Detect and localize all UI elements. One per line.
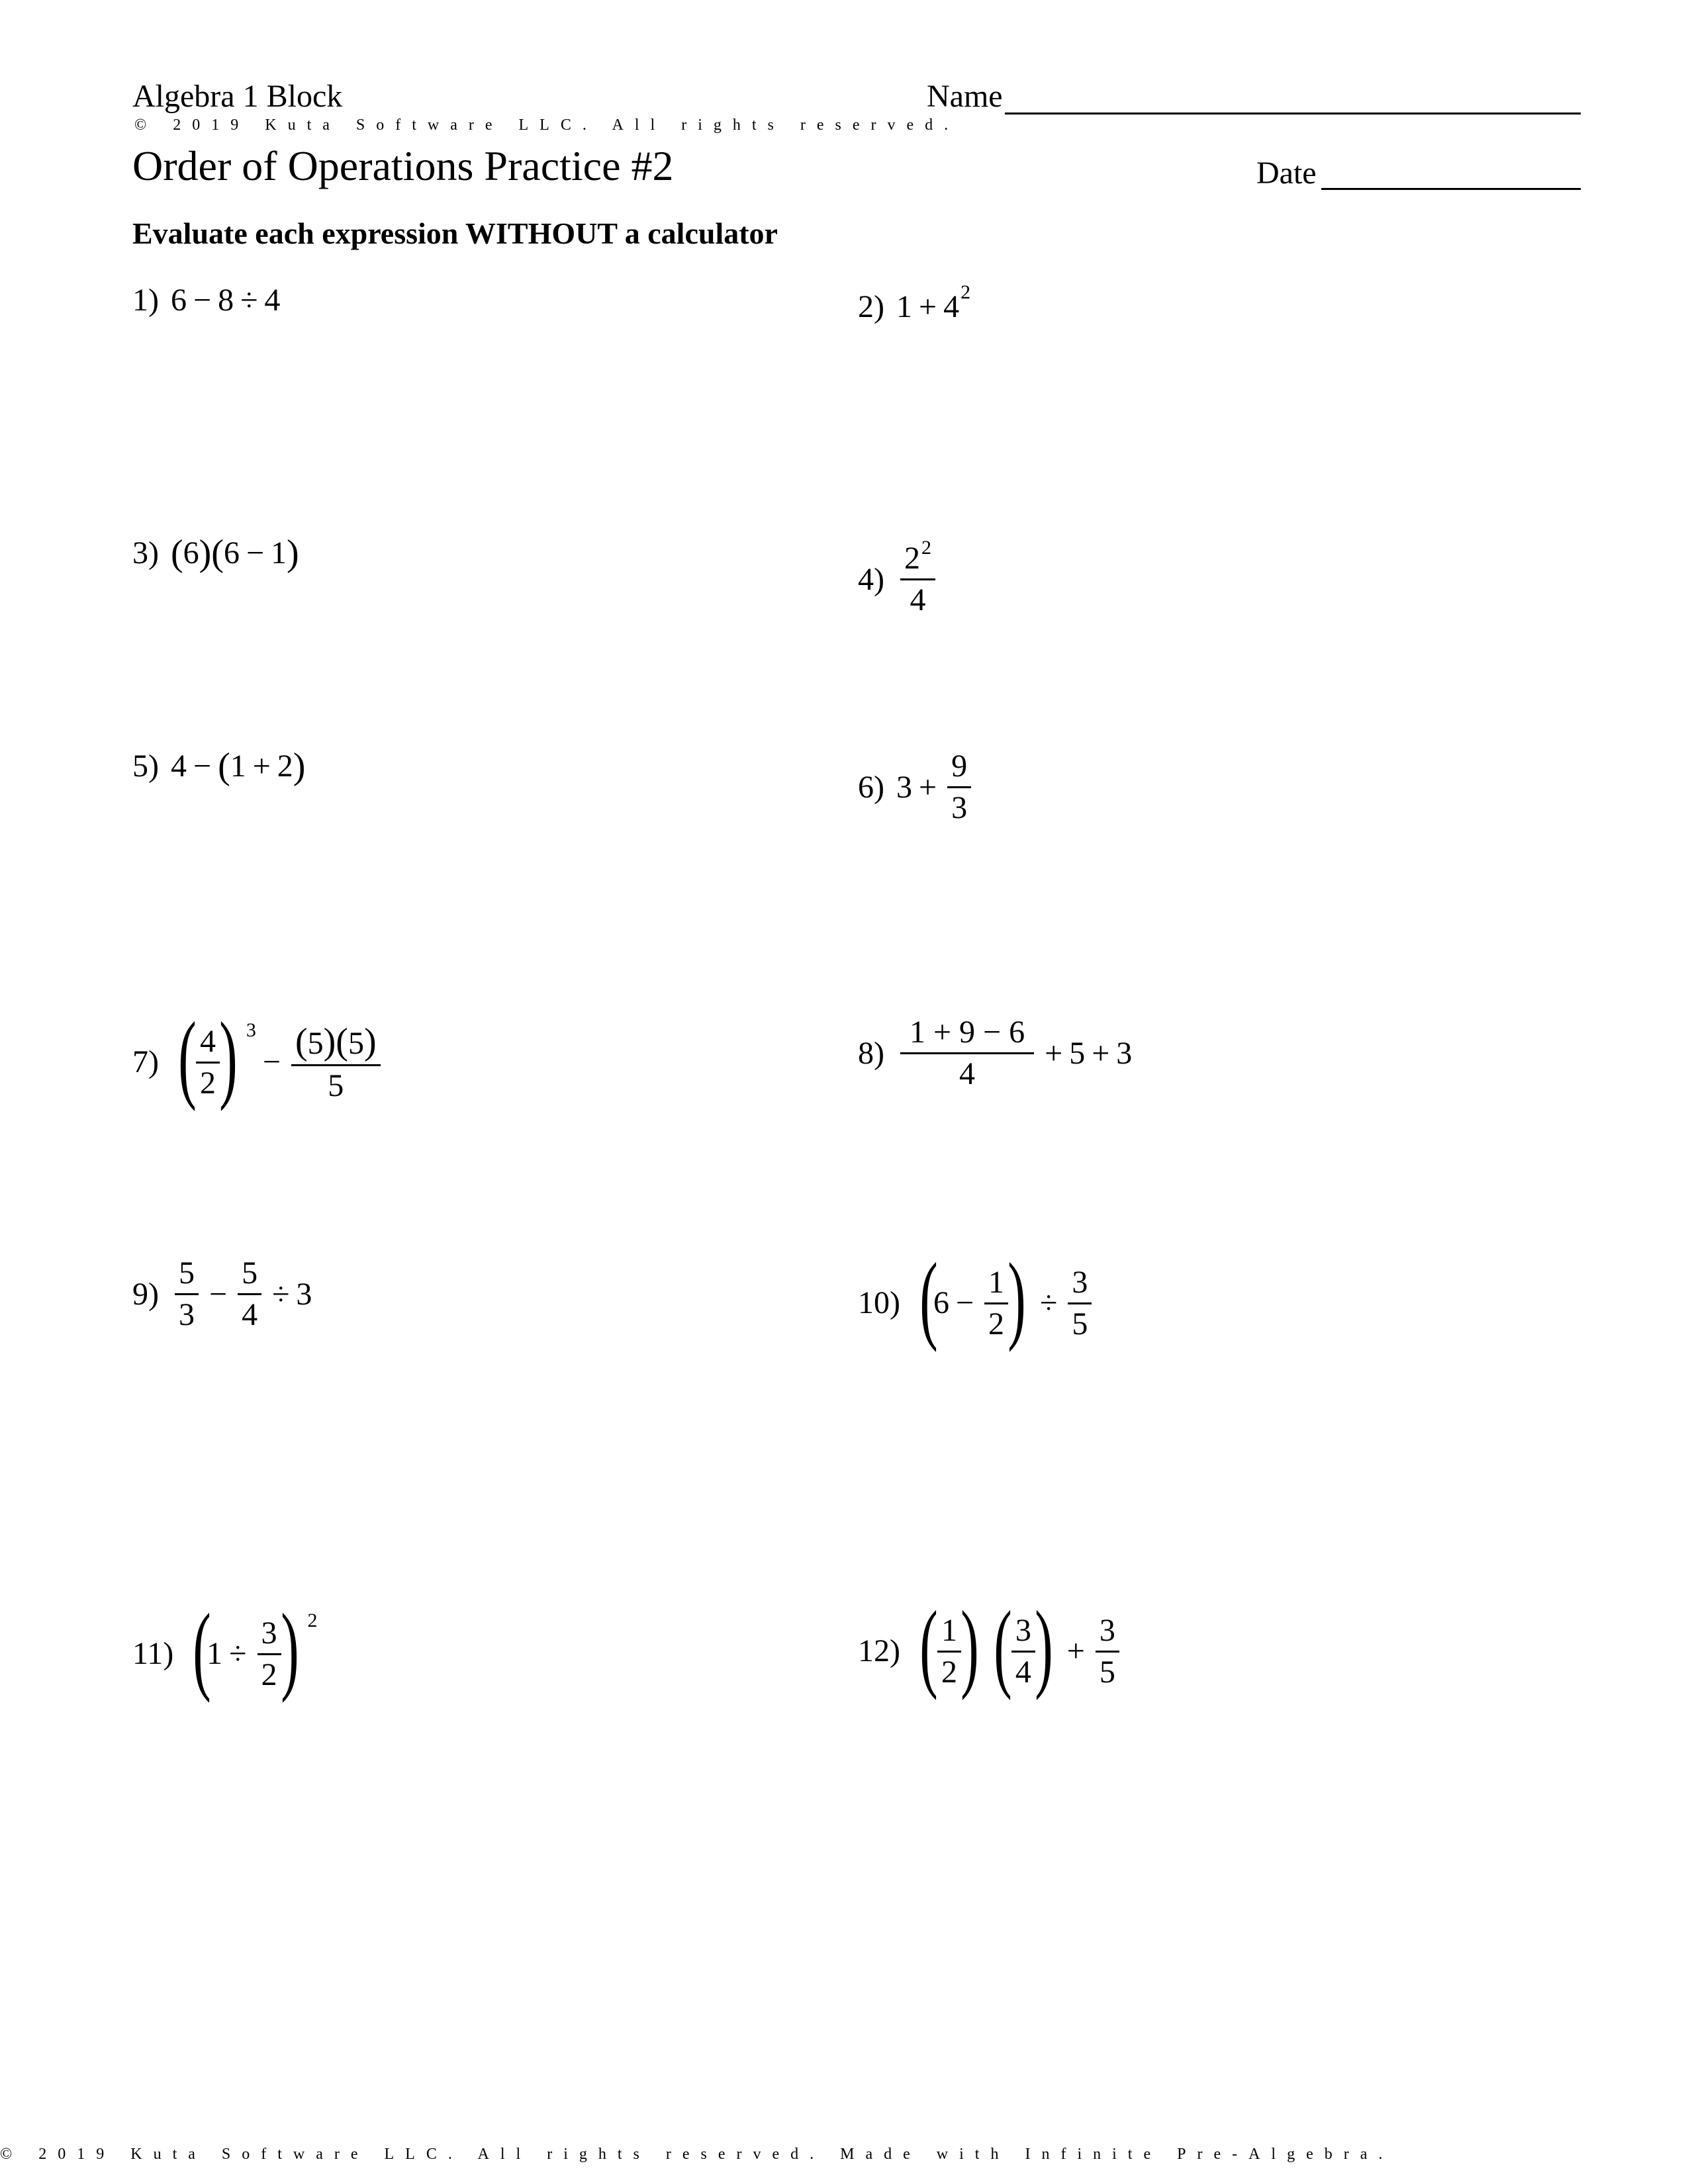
operator: +	[918, 769, 937, 805]
operand: 3	[296, 1276, 312, 1312]
denominator: 2	[941, 1654, 957, 1690]
problem-10	[858, 1243, 1096, 1353]
right-paren-icon: )	[293, 746, 306, 787]
operator: −	[262, 1044, 281, 1079]
numerator: 5	[238, 1257, 261, 1295]
operand: 8	[218, 283, 234, 318]
fraction	[1096, 1612, 1119, 1690]
problem-2	[858, 281, 971, 324]
date-field-line[interactable]	[1321, 188, 1581, 190]
operator: −	[955, 1285, 974, 1320]
operand: 3	[896, 769, 912, 805]
base: 2	[904, 541, 920, 576]
right-paren-icon: )	[1035, 1591, 1053, 1701]
footer-copyright: © 2019 Kuta Software LLC. All rights reserved. Made with Infinite Pre-Algebra.	[0, 2146, 1394, 2163]
fraction	[947, 751, 971, 824]
denominator: 2	[988, 1306, 1005, 1342]
left-paren-icon: (	[919, 1591, 938, 1701]
problem-number: 2)	[858, 289, 884, 324]
operand: 6	[183, 535, 199, 570]
problem-3	[132, 535, 299, 572]
numerator: 3	[1096, 1615, 1119, 1653]
numerator	[291, 1023, 381, 1066]
fraction	[291, 1023, 381, 1102]
left-paren-icon: (	[211, 533, 224, 574]
fraction	[900, 1017, 1034, 1090]
operator: −	[193, 283, 212, 318]
operand: 1	[230, 749, 246, 784]
operand: 6	[933, 1285, 949, 1320]
name-field-line[interactable]	[1005, 113, 1581, 114]
right-paren-icon: )	[287, 533, 299, 574]
problem-number: 10)	[858, 1285, 900, 1320]
fraction	[175, 1257, 199, 1331]
date-label: Date	[1256, 156, 1317, 191]
operand: 6	[170, 283, 187, 318]
exponent: 2	[307, 1610, 318, 1631]
fraction	[937, 1612, 961, 1690]
operand: 5	[1069, 1035, 1086, 1071]
left-paren-icon: (	[178, 1002, 197, 1112]
fraction	[258, 1617, 281, 1691]
denominator: 5	[328, 1068, 344, 1103]
copyright-notice: © 2019 Kuta Software LLC. All rights reserved.	[134, 116, 960, 134]
problem-number: 4)	[858, 561, 884, 597]
operand: 1	[207, 1636, 223, 1671]
fraction	[984, 1264, 1008, 1342]
problem-number: 3)	[132, 535, 159, 570]
operand: 6	[223, 535, 240, 570]
operator: +	[252, 749, 271, 784]
fraction	[1011, 1612, 1035, 1690]
problem-8	[858, 1017, 1132, 1090]
fraction	[900, 537, 935, 617]
problem-7	[132, 1002, 385, 1112]
operator: +	[918, 289, 937, 324]
problem-number: 8)	[858, 1035, 884, 1071]
denominator: 4	[959, 1056, 976, 1091]
left-paren-icon: (	[295, 1021, 308, 1062]
name-label: Name	[927, 79, 1003, 114]
operator: +	[1066, 1633, 1085, 1668]
problem-11	[132, 1594, 318, 1704]
operand: 4	[264, 283, 281, 318]
operator: ÷	[1039, 1285, 1058, 1320]
numerator: 1 + 9 − 6	[900, 1017, 1034, 1054]
operator: +	[1092, 1035, 1110, 1071]
operand: 4	[943, 289, 960, 324]
right-paren-icon: )	[219, 1002, 238, 1112]
numerator: 3	[1068, 1267, 1092, 1304]
numerator: 9	[947, 751, 971, 788]
exponent: 3	[246, 1019, 256, 1041]
denominator: 4	[1015, 1654, 1031, 1690]
numerator: 4	[196, 1026, 220, 1064]
operand: 1	[271, 535, 287, 570]
left-paren-icon: (	[218, 746, 230, 787]
operand: 2	[277, 749, 293, 784]
denominator: 2	[199, 1065, 216, 1101]
problem-1	[132, 285, 280, 316]
left-paren-icon: (	[193, 1594, 211, 1704]
problem-number: 5)	[132, 749, 159, 784]
denominator: 5	[1072, 1306, 1088, 1342]
left-paren-icon: (	[336, 1021, 348, 1062]
operator: −	[193, 749, 212, 784]
problem-number: 9)	[132, 1276, 159, 1312]
right-paren-icon: )	[323, 1021, 336, 1062]
right-paren-icon: )	[961, 1591, 979, 1701]
problem-9	[132, 1257, 312, 1331]
operand: 5	[307, 1025, 324, 1061]
problem-number: 6)	[858, 769, 884, 805]
right-paren-icon: )	[199, 533, 212, 574]
denominator: 3	[951, 790, 968, 825]
worksheet-title: Order of Operations Practice #2	[132, 142, 674, 189]
problem-number: 1)	[132, 283, 159, 318]
instructions: Evaluate each expression WITHOUT a calculator	[132, 216, 778, 250]
problem-6	[858, 751, 975, 824]
operator: +	[1045, 1035, 1063, 1071]
denominator: 3	[178, 1297, 195, 1332]
operator: −	[209, 1276, 228, 1312]
right-paren-icon: )	[280, 1594, 299, 1704]
right-paren-icon: )	[1008, 1243, 1026, 1353]
numerator	[900, 537, 935, 580]
operand: 5	[348, 1025, 364, 1061]
numerator: 1	[984, 1267, 1008, 1304]
operator: ÷	[240, 283, 258, 318]
numerator: 5	[175, 1257, 199, 1295]
denominator: 4	[910, 582, 926, 617]
right-paren-icon: )	[363, 1021, 377, 1062]
fraction	[196, 1023, 220, 1101]
problem-number: 11)	[132, 1636, 174, 1671]
fraction	[1068, 1264, 1092, 1342]
operand: 1	[896, 289, 912, 324]
fraction	[238, 1257, 261, 1331]
problem-number: 12)	[858, 1633, 900, 1668]
problem-number: 7)	[132, 1044, 159, 1079]
left-paren-icon: (	[994, 1591, 1012, 1701]
problem-5	[132, 748, 305, 785]
numerator: 3	[1011, 1615, 1035, 1653]
operator: ÷	[272, 1276, 290, 1312]
problem-4	[858, 537, 939, 617]
operand: 3	[1116, 1035, 1133, 1071]
operator: ÷	[229, 1636, 247, 1671]
operand: 4	[170, 749, 187, 784]
numerator: 3	[258, 1617, 281, 1655]
exponent: 2	[921, 537, 931, 559]
numerator: 1	[937, 1615, 961, 1653]
denominator: 5	[1099, 1654, 1115, 1690]
problem-12	[858, 1591, 1123, 1701]
left-paren-icon: (	[919, 1243, 938, 1353]
course-name: Algebra 1 Block	[132, 79, 343, 114]
left-paren-icon: (	[170, 533, 183, 574]
operator: −	[246, 535, 265, 570]
denominator: 2	[261, 1657, 277, 1692]
denominator: 4	[242, 1297, 258, 1332]
exponent: 2	[961, 281, 971, 303]
